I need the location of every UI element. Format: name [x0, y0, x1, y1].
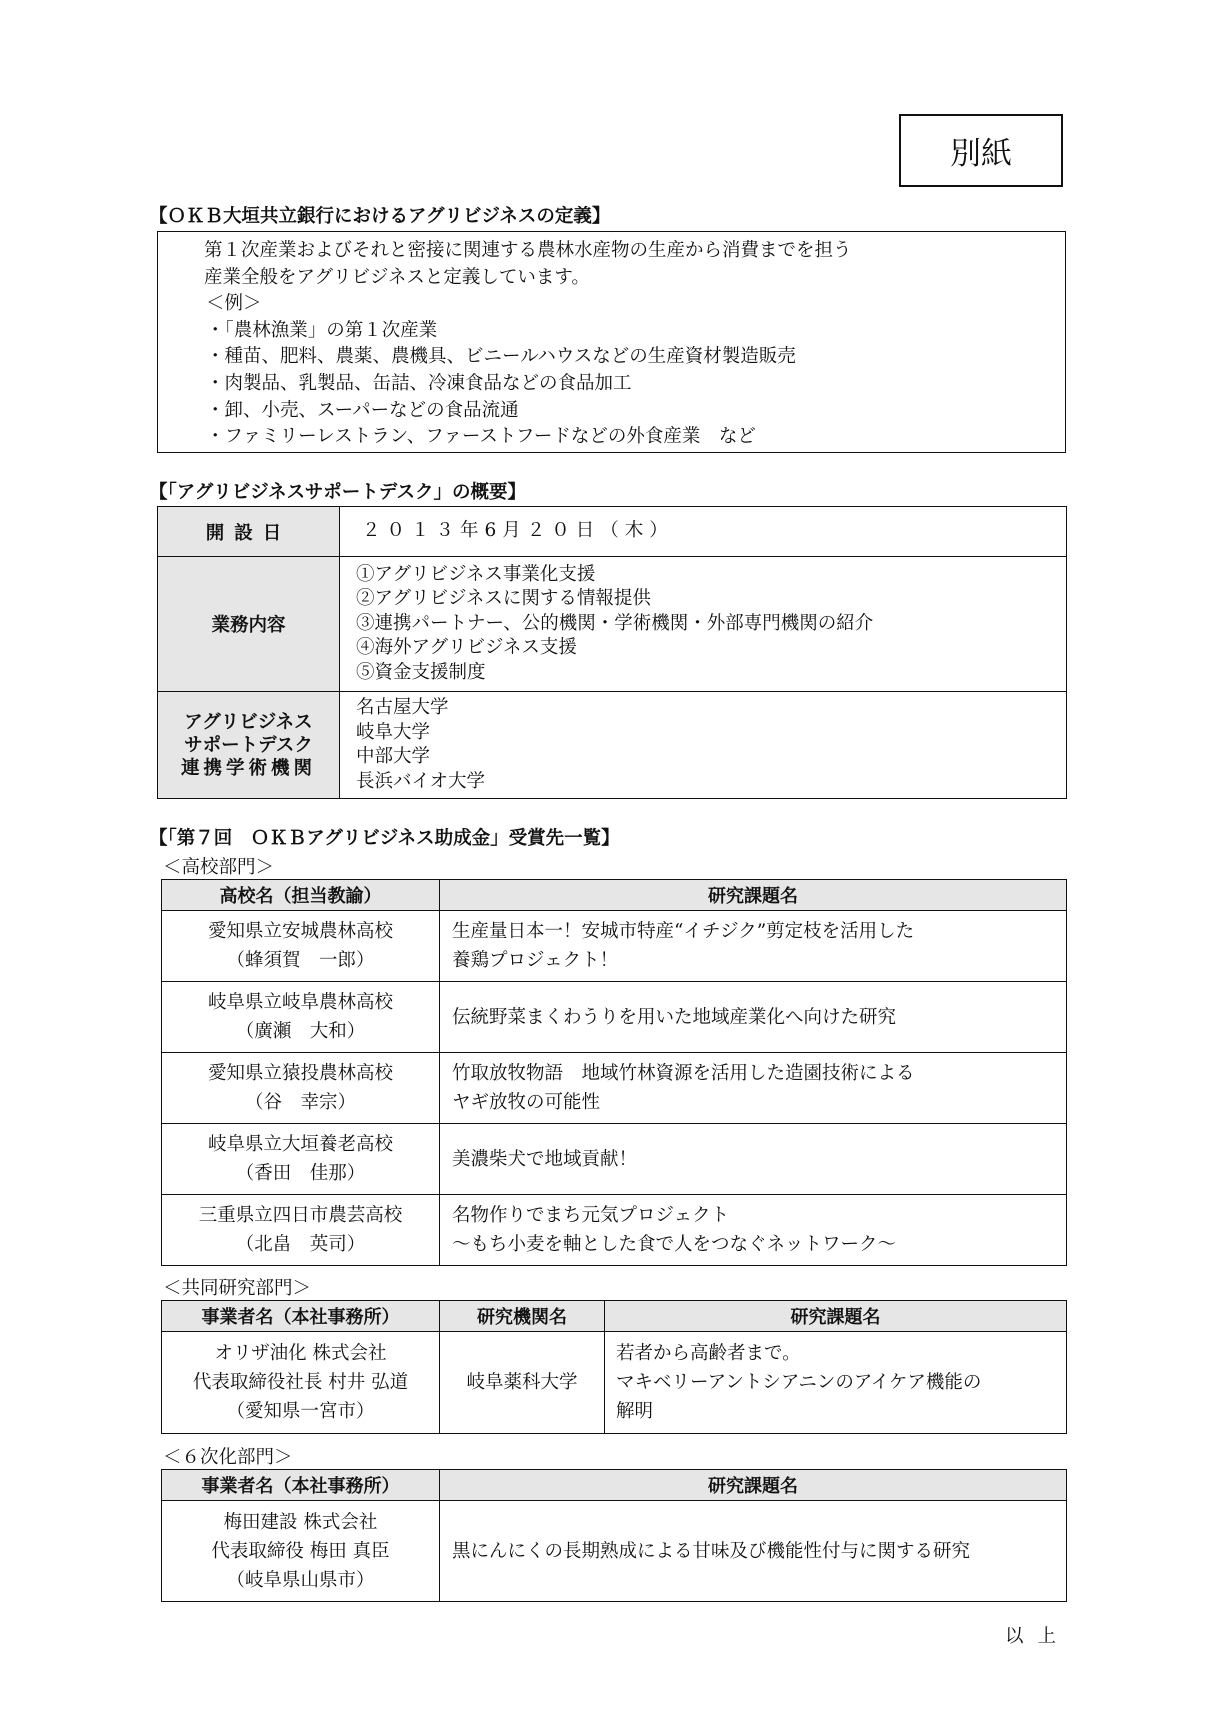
table-row	[158, 507, 1067, 557]
theme-line: ヤギ放牧の可能性	[452, 1092, 601, 1113]
teacher-name: （廣瀬 大和）	[235, 1021, 366, 1042]
example-item: ・ファミリーレストラン、ファーストフードなどの外食産業 など	[206, 426, 756, 448]
partner-item: 岐阜大学	[356, 721, 431, 743]
teacher-name: （谷 幸宗）	[244, 1092, 356, 1113]
table-row	[162, 911, 1067, 982]
partner-item: 中部大学	[356, 746, 431, 767]
teacher-name: （香田 佳那）	[235, 1163, 366, 1184]
example-item: ・卸、小売、スーパーなどの食品流通	[206, 399, 519, 421]
institute-name: 岐阜薬科大学	[440, 1332, 605, 1434]
definition-line: 産業全般をアグリビジネスと定義しています。	[204, 266, 590, 288]
open-date-value: ２０１３年6月２０日（木）	[340, 507, 1067, 557]
table-row	[162, 1332, 1067, 1434]
partner-label	[158, 692, 340, 799]
partner-label-line: サポートデスク	[184, 734, 313, 756]
partner-item: 長浜バイオ大学	[356, 770, 485, 792]
work-item: ②アグリビジネスに関する情報提供	[356, 588, 651, 610]
table-header-row	[162, 1301, 1067, 1332]
theme-line: 竹取放牧物語 地域竹林資源を活用した造園技術による	[452, 1063, 915, 1084]
theme-line: マキベリーアントシアニンのアイケア機能の	[616, 1372, 982, 1393]
example-item: ・「農林漁業」の第１次産業	[206, 319, 438, 341]
attachment-stamp: 別紙	[899, 114, 1063, 187]
company-line: （岐阜県山県市）	[226, 1569, 375, 1591]
sixth-industry-table	[161, 1469, 1067, 1602]
work-item: ③連携パートナー、公的機関・学術機関・外部専門機関の紹介	[356, 612, 874, 634]
highschool-heading: ＜高校部門＞	[163, 857, 275, 878]
col-header-school: 高校名（担当教諭）	[162, 880, 440, 911]
definition-line: 第１次産業およびそれと密接に関連する農林水産物の生産から消費までを担う	[204, 240, 852, 261]
company-line: オリザ油化 株式会社	[214, 1343, 387, 1364]
partner-item: 名古屋大学	[356, 697, 449, 718]
table-row	[158, 692, 1067, 799]
joint-research-table	[161, 1300, 1067, 1434]
company-line: 代表取締役社長 村井 弘道	[192, 1372, 409, 1393]
theme-line: ～もち小麦を軸とした食で人をつなぐネットワーク～	[452, 1234, 897, 1255]
work-items	[340, 557, 1067, 692]
work-label: 業務内容	[158, 557, 340, 692]
theme-line: 美濃柴犬で地域貢献！	[452, 1148, 638, 1170]
col-header-theme: 研究課題名	[440, 1470, 1067, 1501]
highschool-table	[161, 879, 1067, 1266]
table-row	[162, 1195, 1067, 1266]
desk-title: 【「アグリビジネスサポートデスク」の概要】	[149, 482, 527, 503]
company-line: 梅田建設 株式会社	[223, 1511, 378, 1533]
school-name: 三重県立四日市農芸高校	[198, 1205, 403, 1226]
col-header-company: 事業者名（本社事務所）	[162, 1301, 440, 1332]
table-row	[162, 1053, 1067, 1124]
theme-line: 伝統野菜まくわうりを用いた地域産業化へ向けた研究	[452, 1006, 897, 1028]
example-label: ＜例＞	[206, 293, 262, 315]
table-row	[162, 1124, 1067, 1195]
theme-line: 若者から高齢者まで。	[616, 1343, 801, 1364]
theme-line: 養鶏プロジェクト！	[452, 950, 619, 971]
definition-box	[157, 231, 1066, 453]
table-header-row	[162, 880, 1067, 911]
example-item: ・種苗、肥料、農薬、農機具、ビニールハウスなどの生産資材製造販売	[206, 346, 796, 368]
closing-mark: 以上	[1005, 1626, 1071, 1647]
awards-title: 【「第７回 ＯＫＢアグリビジネス助成金」受賞先一覧】	[149, 828, 620, 849]
school-name: 岐阜県立岐阜農林高校	[207, 992, 393, 1013]
table-row	[162, 1501, 1067, 1602]
theme-line: 黒にんにくの長期熟成による甘味及び機能性付与に関する研究	[440, 1501, 1067, 1602]
company-line: 代表取締役 梅田 真臣	[211, 1540, 390, 1562]
theme-line: 生産量日本一！安城市特産“イチジク”剪定枝を活用した	[452, 921, 915, 942]
school-name: 愛知県立安城農林高校	[207, 921, 393, 942]
desk-table	[157, 506, 1067, 799]
theme-line: 解明	[616, 1401, 654, 1422]
table-row	[158, 557, 1067, 692]
teacher-name: （北畠 英司）	[235, 1234, 366, 1255]
school-name: 愛知県立猿投農林高校	[207, 1063, 393, 1084]
col-header-theme: 研究課題名	[440, 880, 1067, 911]
col-header-company: 事業者名（本社事務所）	[162, 1470, 440, 1501]
joint-heading: ＜共同研究部門＞	[163, 1278, 312, 1299]
col-header-theme: 研究課題名	[605, 1301, 1067, 1332]
company-line: （愛知県一宮市）	[226, 1401, 375, 1422]
teacher-name: （蜂須賀 一郎）	[226, 950, 375, 971]
definition-title: 【ＯＫＢ大垣共立銀行におけるアグリビジネスの定義】	[149, 206, 611, 227]
partner-list	[340, 692, 1067, 799]
col-header-institute: 研究機関名	[440, 1301, 605, 1332]
partner-label-line: 連携学術機関	[180, 757, 316, 779]
theme-line: 名物作りでまち元気プロジェクト	[452, 1205, 730, 1226]
work-item: ⑤資金支援制度	[356, 661, 486, 683]
example-item: ・肉製品、乳製品、缶詰、冷凍食品などの食品加工	[206, 372, 632, 394]
school-name: 岐阜県立大垣養老高校	[207, 1134, 393, 1155]
open-date-label: 開設日	[158, 507, 340, 557]
work-item: ④海外アグリビジネス支援	[356, 637, 577, 659]
partner-label-line: アグリビジネス	[184, 711, 313, 733]
work-item: ①アグリビジネス事業化支援	[356, 563, 596, 585]
table-header-row	[162, 1470, 1067, 1501]
table-row	[162, 982, 1067, 1053]
sixth-heading: ＜６次化部門＞	[163, 1447, 293, 1468]
